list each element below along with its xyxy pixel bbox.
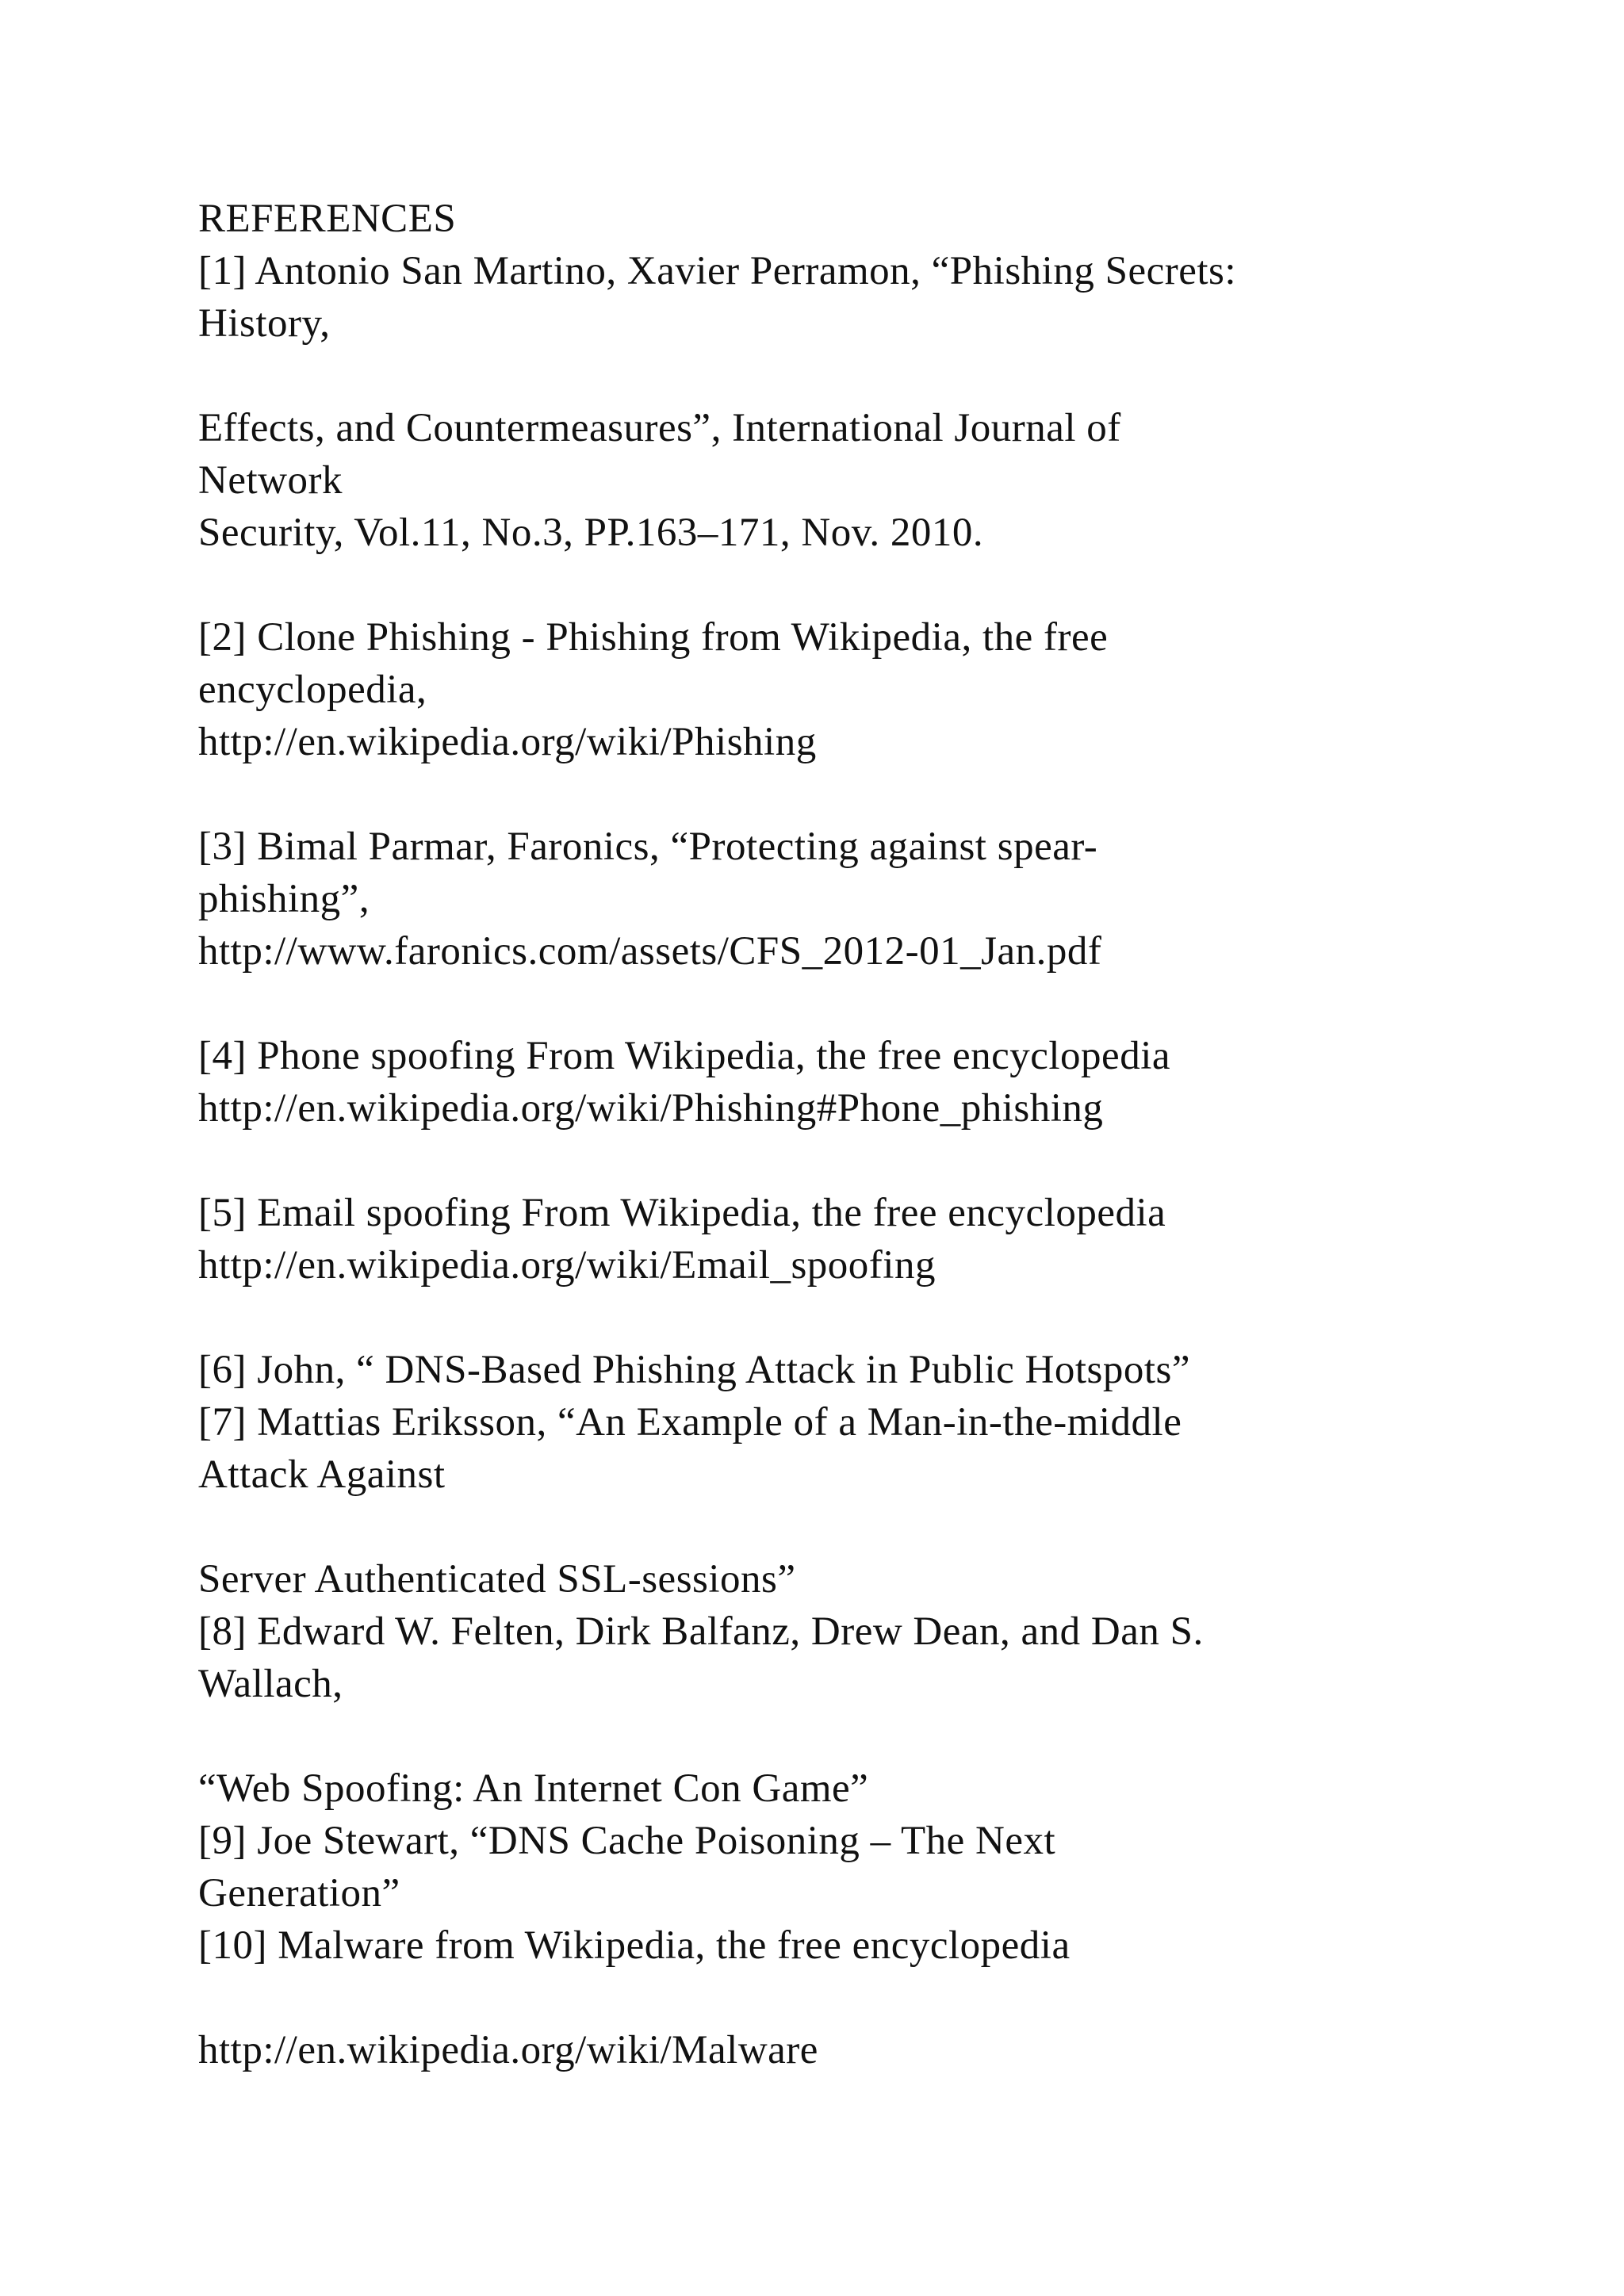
reference-url: http://en.wikipedia.org/wiki/Email_spoofing bbox=[198, 1243, 936, 1288]
reference-line: Attack Against bbox=[198, 1452, 446, 1497]
reference-url: http://en.wikipedia.org/wiki/Malware bbox=[198, 2028, 818, 2072]
reference-line: Wallach, bbox=[198, 1662, 343, 1706]
reference-line: [3] Bimal Parmar, Faronics, “Protecting against spear- bbox=[198, 825, 1098, 869]
reference-url: http://www.faronics.com/assets/CFS_2012-01_Jan.pdf bbox=[198, 929, 1102, 974]
reference-line: [10] Malware from Wikipedia, the free encyclopedia bbox=[198, 1923, 1071, 1968]
reference-line: Server Authenticated SSL-sessions” bbox=[198, 1557, 796, 1601]
reference-line: Network bbox=[198, 458, 343, 503]
reference-line: [5] Email spoofing From Wikipedia, the free encyclopedia bbox=[198, 1191, 1166, 1235]
reference-url: http://en.wikipedia.org/wiki/Phishing#Phone_phishing bbox=[198, 1086, 1104, 1131]
reference-line: [7] Mattias Eriksson, “An Example of a Man-in-the-middle bbox=[198, 1400, 1182, 1445]
reference-line: Generation” bbox=[198, 1871, 400, 1915]
reference-line: encyclopedia, bbox=[198, 668, 427, 712]
reference-line: [6] John, “ DNS-Based Phishing Attack in Public Hotspots” bbox=[198, 1348, 1191, 1392]
reference-line: [2] Clone Phishing - Phishing from Wikipedia, the free bbox=[198, 615, 1109, 660]
reference-line: Security, Vol.11, No.3, PP.163–171, Nov. 2010. bbox=[198, 511, 984, 555]
reference-line: History, bbox=[198, 301, 331, 346]
references-heading: REFERENCES bbox=[198, 197, 457, 241]
reference-line: [8] Edward W. Felten, Dirk Balfanz, Drew Dean, and Dan S. bbox=[198, 1609, 1204, 1654]
reference-line: [9] Joe Stewart, “DNS Cache Poisoning – The Next bbox=[198, 1819, 1056, 1863]
reference-line: “Web Spoofing: An Internet Con Game” bbox=[198, 1766, 869, 1811]
reference-line: Effects, and Countermeasures”, International Journal of bbox=[198, 406, 1121, 450]
reference-url: http://en.wikipedia.org/wiki/Phishing bbox=[198, 720, 817, 764]
reference-line: phishing”, bbox=[198, 877, 370, 921]
reference-line: [4] Phone spoofing From Wikipedia, the free encyclopedia bbox=[198, 1034, 1171, 1078]
reference-line: [1] Antonio San Martino, Xavier Perramon, “Phishing Secrets: bbox=[198, 249, 1237, 293]
